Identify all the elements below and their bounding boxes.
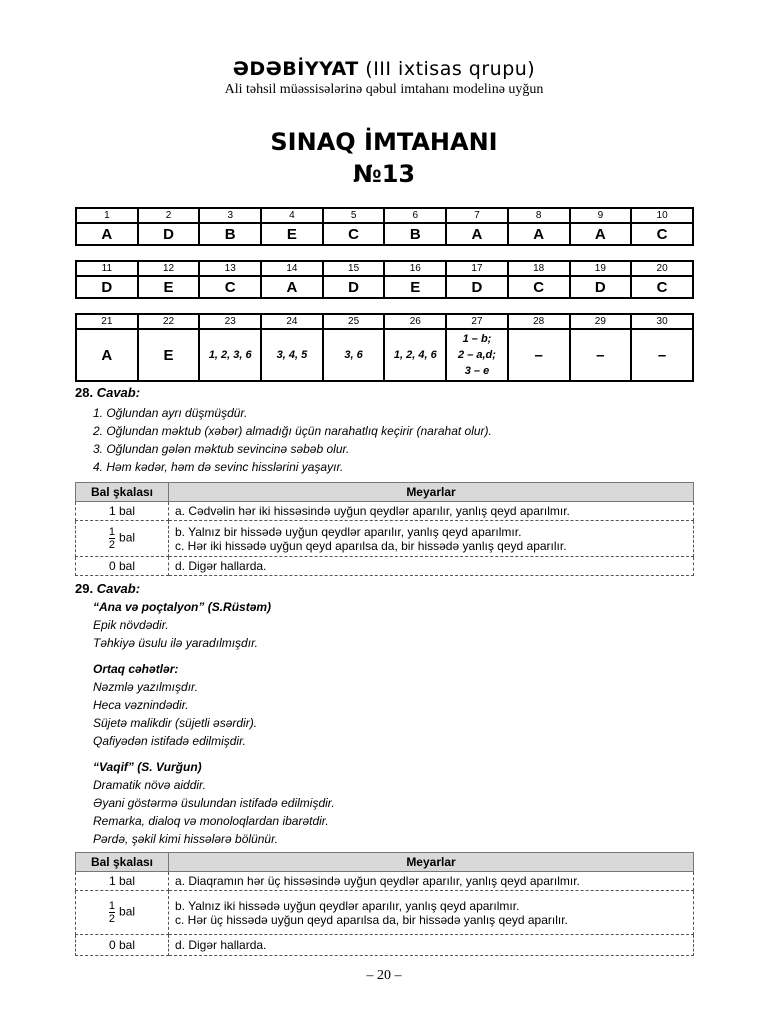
answer-values-row — [76, 329, 693, 381]
answer-value: E — [384, 276, 446, 298]
question-number: 23 — [199, 314, 261, 329]
question-number: 26 — [384, 314, 446, 329]
q28-label: Cavab: — [96, 385, 141, 400]
answer-line: Heca vəznindədir. — [93, 698, 189, 712]
col-score-header: Bal şkalası — [76, 853, 169, 872]
answer-value: 1, 2, 4, 6 — [384, 329, 446, 381]
answer-line: Dramatik növə aiddir. — [93, 778, 206, 792]
q29-label: Cavab: — [96, 581, 141, 596]
score-unit: bal — [119, 904, 136, 919]
half-fraction — [109, 900, 115, 925]
criteria-line: b. Yalnız iki hissədə uyğun qeydlər aparılır, yanlış qeyd aparılmır. — [175, 898, 520, 913]
criteria-text — [169, 521, 694, 557]
question-number: 9 — [570, 208, 632, 223]
criteria-header-row — [76, 483, 694, 502]
subject-subtitle: Ali təhsil müəssisələrinə qəbul imtahanı modelinə uyğun — [224, 82, 544, 97]
question-number: 8 — [508, 208, 570, 223]
answer-value: 3, 6 — [323, 329, 385, 381]
question-number: 19 — [570, 261, 632, 276]
spacer — [93, 652, 335, 660]
exam-title-line: SINAQ İMTAHANI — [270, 128, 498, 156]
question-number: 3 — [199, 208, 261, 223]
fraction-denominator: 2 — [108, 913, 116, 925]
q27-line: 1 – b; — [462, 333, 492, 345]
question-number: 22 — [138, 314, 200, 329]
answer-value: A — [76, 223, 138, 245]
exam-title — [0, 126, 768, 190]
block-heading: Ortaq cəhətlər: — [93, 662, 179, 676]
question-number: 28 — [508, 314, 570, 329]
question-number: 2 — [138, 208, 200, 223]
answer-value: A — [76, 329, 138, 381]
fraction-numerator: 1 — [108, 900, 116, 912]
score-cell — [76, 891, 169, 935]
answer-value: – — [631, 329, 693, 381]
question-number: 21 — [76, 314, 138, 329]
answer-line: 4. Həm kədər, həm də sevinc hisslərini yaşayır. — [93, 460, 344, 474]
answer-value: E — [261, 223, 323, 245]
answer-value: 1, 2, 3, 6 — [199, 329, 261, 381]
answer-value: E — [138, 329, 200, 381]
page-number: – 20 – — [366, 968, 402, 983]
q28-answer-lines — [93, 404, 492, 476]
answer-line: Əyani göstərmə üsulundan istifadə edilmişdir. — [93, 796, 335, 810]
question-number: 14 — [261, 261, 323, 276]
criteria-row — [76, 502, 694, 521]
answer-value: D — [446, 276, 508, 298]
answer-line: Təhkiyə üsulu ilə yaradılmışdır. — [93, 636, 258, 650]
score-cell: 0 bal — [76, 557, 169, 576]
answer-line: Süjetə malikdir (süjetli əsərdir). — [93, 716, 258, 730]
answer-line: 2. Oğlundan məktub (xəbər) almadığı üçün narahatlıq keçirir (narahat olur). — [93, 424, 492, 438]
answer-line: Remarka, dialoq və monoloqlardan ibarətdir. — [93, 814, 329, 828]
answer-value: D — [323, 276, 385, 298]
fraction-numerator: 1 — [108, 526, 116, 538]
criteria-text: a. Diaqramın hər üç hissəsində uyğun qeydlər aparılır, yanlış qeyd aparılmır. — [169, 872, 694, 891]
criteria-row — [76, 521, 694, 557]
answer-values-row — [76, 223, 693, 245]
criteria-line: c. Hər iki hissədə uyğun qeyd aparılsa da, bir hissədə yanlış qeyd aparılır. — [175, 538, 567, 553]
question-number: 1 — [76, 208, 138, 223]
subject-name: ƏDƏBİYYAT — [232, 58, 359, 80]
q29-heading — [75, 581, 140, 596]
question-number: 6 — [384, 208, 446, 223]
answer-numbers-row — [76, 208, 693, 223]
answer-value: A — [446, 223, 508, 245]
criteria-line: b. Yalnız bir hissədə uyğun qeydlər aparılır, yanlış qeyd aparılmır. — [175, 524, 522, 539]
question-number: 18 — [508, 261, 570, 276]
answer-value: C — [508, 276, 570, 298]
question-number: 29 — [570, 314, 632, 329]
subject-group: (III ixtisas qrupu) — [358, 58, 536, 80]
question-number: 7 — [446, 208, 508, 223]
fraction-denominator: 2 — [108, 539, 116, 551]
q28-number: 28. — [75, 385, 94, 400]
answer-line: Pərdə, şəkil kimi hissələrə bölünür. — [93, 832, 278, 846]
answer-values-row — [76, 276, 693, 298]
answer-line: Epik növdədir. — [93, 618, 169, 632]
answer-value: – — [508, 329, 570, 381]
answer-value: C — [631, 276, 693, 298]
score-unit: bal — [119, 530, 136, 545]
answer-value-q27 — [446, 329, 508, 381]
block-heading: “Ana və poçtalyon” (S.Rüstəm) — [93, 600, 272, 614]
answer-value: D — [138, 223, 200, 245]
answer-value: 3, 4, 5 — [261, 329, 323, 381]
q28-heading — [75, 385, 140, 400]
answer-line: 1. Oğlundan ayrı düşmüşdür. — [93, 406, 248, 420]
score-cell — [76, 521, 169, 557]
answer-value: E — [138, 276, 200, 298]
question-number: 30 — [631, 314, 693, 329]
q29-number: 29. — [75, 581, 94, 596]
exam-number: №13 — [352, 160, 416, 188]
half-fraction — [109, 526, 115, 551]
score-cell: 0 bal — [76, 935, 169, 956]
question-number: 27 — [446, 314, 508, 329]
answer-line: 3. Oğlundan gələn məktub sevincinə səbəb olur. — [93, 442, 350, 456]
answer-numbers-row — [76, 314, 693, 329]
question-number: 13 — [199, 261, 261, 276]
question-number: 15 — [323, 261, 385, 276]
answer-table-1 — [75, 207, 694, 246]
question-number: 20 — [631, 261, 693, 276]
criteria-row — [76, 557, 694, 576]
answer-value: C — [323, 223, 385, 245]
page-header — [0, 58, 768, 98]
q28-criteria-table — [75, 482, 694, 576]
criteria-row — [76, 935, 694, 956]
answer-numbers-row — [76, 261, 693, 276]
score-cell: 1 bal — [76, 872, 169, 891]
question-number: 4 — [261, 208, 323, 223]
criteria-text: d. Digər hallarda. — [169, 935, 694, 956]
question-number: 25 — [323, 314, 385, 329]
question-number: 16 — [384, 261, 446, 276]
col-criteria-header: Meyarlar — [169, 853, 694, 872]
spacer — [93, 750, 335, 758]
answer-value: B — [199, 223, 261, 245]
criteria-text: a. Cədvəlin hər iki hissəsində uyğun qeydlər aparılır, yanlış qeyd aparılmır. — [169, 502, 694, 521]
criteria-row — [76, 891, 694, 935]
criteria-text — [169, 891, 694, 935]
q29-answer-lines — [93, 598, 335, 848]
col-criteria-header: Meyarlar — [169, 483, 694, 502]
q27-line: 2 – a,d; — [458, 349, 496, 361]
answer-value: C — [199, 276, 261, 298]
question-number: 10 — [631, 208, 693, 223]
question-number: 12 — [138, 261, 200, 276]
answer-line: Qafiyədən istifadə edilmişdir. — [93, 734, 246, 748]
subject-title — [0, 58, 768, 80]
criteria-line: c. Hər üç hissədə uyğun qeyd aparılsa da, bir hissədə yanlış qeyd aparılır. — [175, 912, 568, 927]
answer-value: A — [570, 223, 632, 245]
answer-value: D — [76, 276, 138, 298]
answer-value: D — [570, 276, 632, 298]
criteria-row — [76, 872, 694, 891]
answer-value: A — [508, 223, 570, 245]
q27-line: 3 – e — [464, 365, 490, 377]
answer-table-3 — [75, 313, 694, 382]
question-number: 17 — [446, 261, 508, 276]
answer-value: B — [384, 223, 446, 245]
score-cell: 1 bal — [76, 502, 169, 521]
q29-criteria-table — [75, 852, 694, 956]
question-number: 11 — [76, 261, 138, 276]
answer-table-2 — [75, 260, 694, 299]
answer-value: C — [631, 223, 693, 245]
answer-line: Nəzmlə yazılmışdır. — [93, 680, 198, 694]
col-score-header: Bal şkalası — [76, 483, 169, 502]
answer-value: A — [261, 276, 323, 298]
question-number: 24 — [261, 314, 323, 329]
answer-value: – — [570, 329, 632, 381]
criteria-text: d. Digər hallarda. — [169, 557, 694, 576]
criteria-header-row — [76, 853, 694, 872]
block-heading: “Vaqif” (S. Vurğun) — [93, 760, 202, 774]
question-number: 5 — [323, 208, 385, 223]
